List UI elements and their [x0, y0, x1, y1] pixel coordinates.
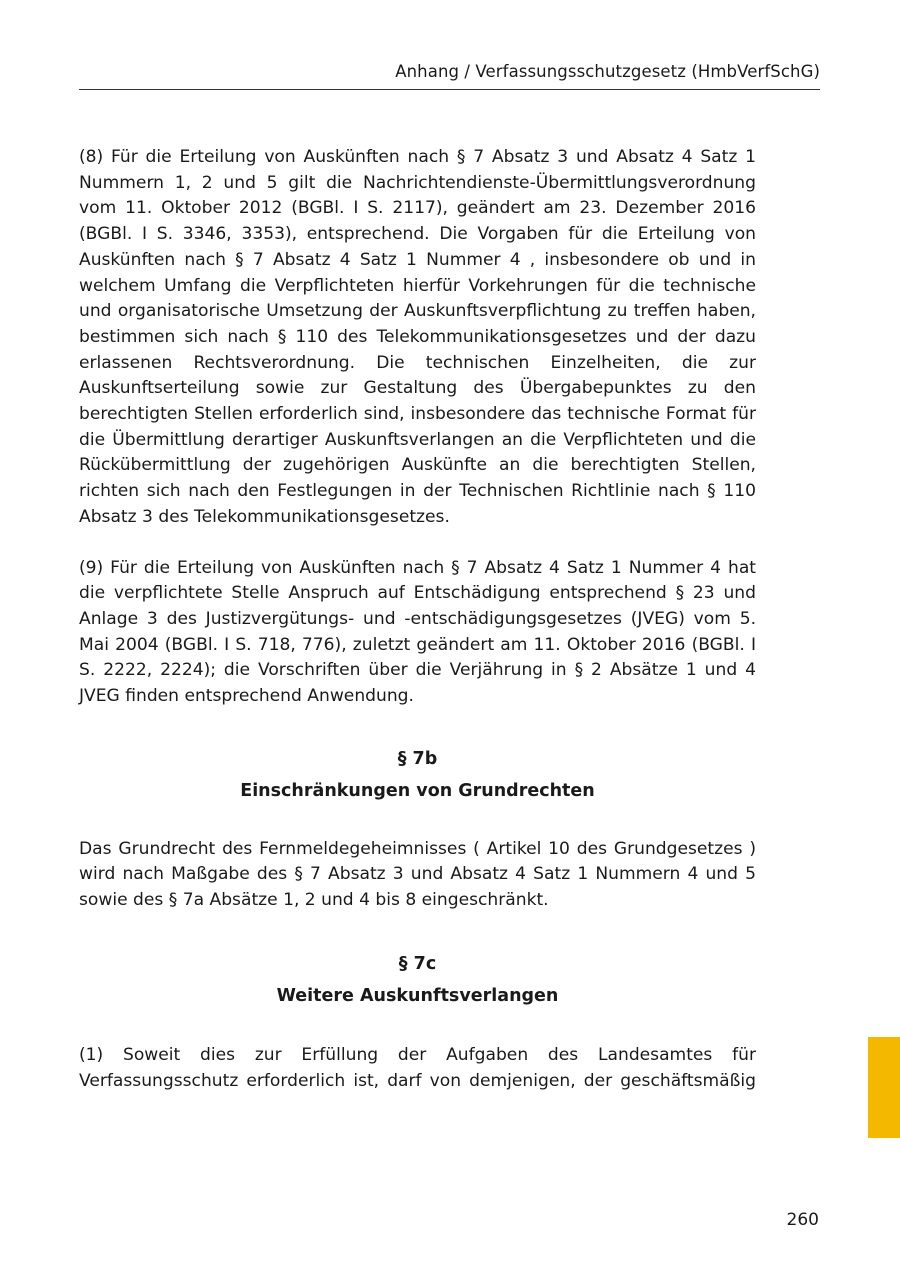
section-7c-number: § 7c [398, 953, 437, 974]
paragraph-8: (8) Für die Erteilung von Auskünften nach § 7 Absatz 3 und Absatz 4 Satz 1 Nummern 1, 2 und 5 gilt die Nachrichtendienste-Übermittlungsverordnung vom 11. Oktober 2012 (BGBl. I S. 2117), geändert am 23. Dezember 2016 (BGBl. I S. 3346, 3353), entsprechend. Die Vorgaben für die Erteilung von Auskünften nach § 7 Absatz 4 Satz 1 Nummer 4 , insbesondere ob und in welchem Umfang die Verpflichteten hierfür Vorkehrungen für die technische und organisatorische Umsetzung der Auskunftsverpflichtung zu treffen haben, bestimmen sich nach § 110 des Telekommunikationsgesetzes und der dazu erlassenen Rechtsverordnung. Die technischen Einzelheiten, die zur Auskunftserteilung sowie zur Gestaltung des Übergabepunktes zu den berechtigten Stellen erforderlich sind, insbesondere das technische Format für die Übermittlung derartiger Auskunftsverlangen an die Verpflichteten und die Rückübermittlung der zugehörigen Auskünfte an die berechtigten Stellen, richten sich nach den Festlegungen in der Technischen Richtlinie nach § 110 Absatz 3 des Telekommunikationsgesetzes. [79, 147, 756, 527]
chapter-thumb-tab [868, 1037, 900, 1138]
section-7c-heading [79, 948, 756, 1012]
section-7c-paragraph-1: (1) Soweit dies zur Erfüllung der Aufgaben des Landesamtes für Verfassungsschutz erforderlich ist, darf von demjenigen, der geschäftsmäßig [79, 1044, 756, 1091]
section-7b-heading [79, 743, 756, 807]
section-7c-title: Weitere Auskunftsverlangen [276, 985, 559, 1006]
section-7b-text: Das Grundrecht des Fernmeldegeheimnisses ( Artikel 10 des Grundgesetzes ) wird nach Maßgabe des § 7 Absatz 3 und Absatz 4 Satz 1 Nummern 4 und 5 sowie des § 7a Absätze 1, 2 und 4 bis 8 eingeschränkt. [79, 838, 756, 911]
section-7b-number: § 7b [397, 748, 438, 769]
page-body [79, 145, 756, 1094]
paragraph-9: (9) Für die Erteilung von Auskünften nach § 7 Absatz 4 Satz 1 Nummer 4 hat die verpflichtete Stelle Anspruch auf Entschädigung entsprechend § 23 und Anlage 3 des Justizvergütungs- und -entschädigungsgesetzes (JVEG) vom 5. Mai 2004 (BGBl. I S. 718, 776), zuletzt geändert am 11. Oktober 2016 (BGBl. I S. 2222, 2224); die Vorschriften über die Verjährung in § 2 Absätze 1 und 4 JVEG finden entsprechend Anwendung. [79, 557, 756, 707]
page-number: 260 [786, 1210, 819, 1230]
running-header: Anhang / Verfassungsschutzgesetz (HmbVerfSchG) [395, 62, 820, 81]
header-divider [79, 89, 820, 90]
section-7b-title: Einschränkungen von Grundrechten [240, 780, 595, 801]
